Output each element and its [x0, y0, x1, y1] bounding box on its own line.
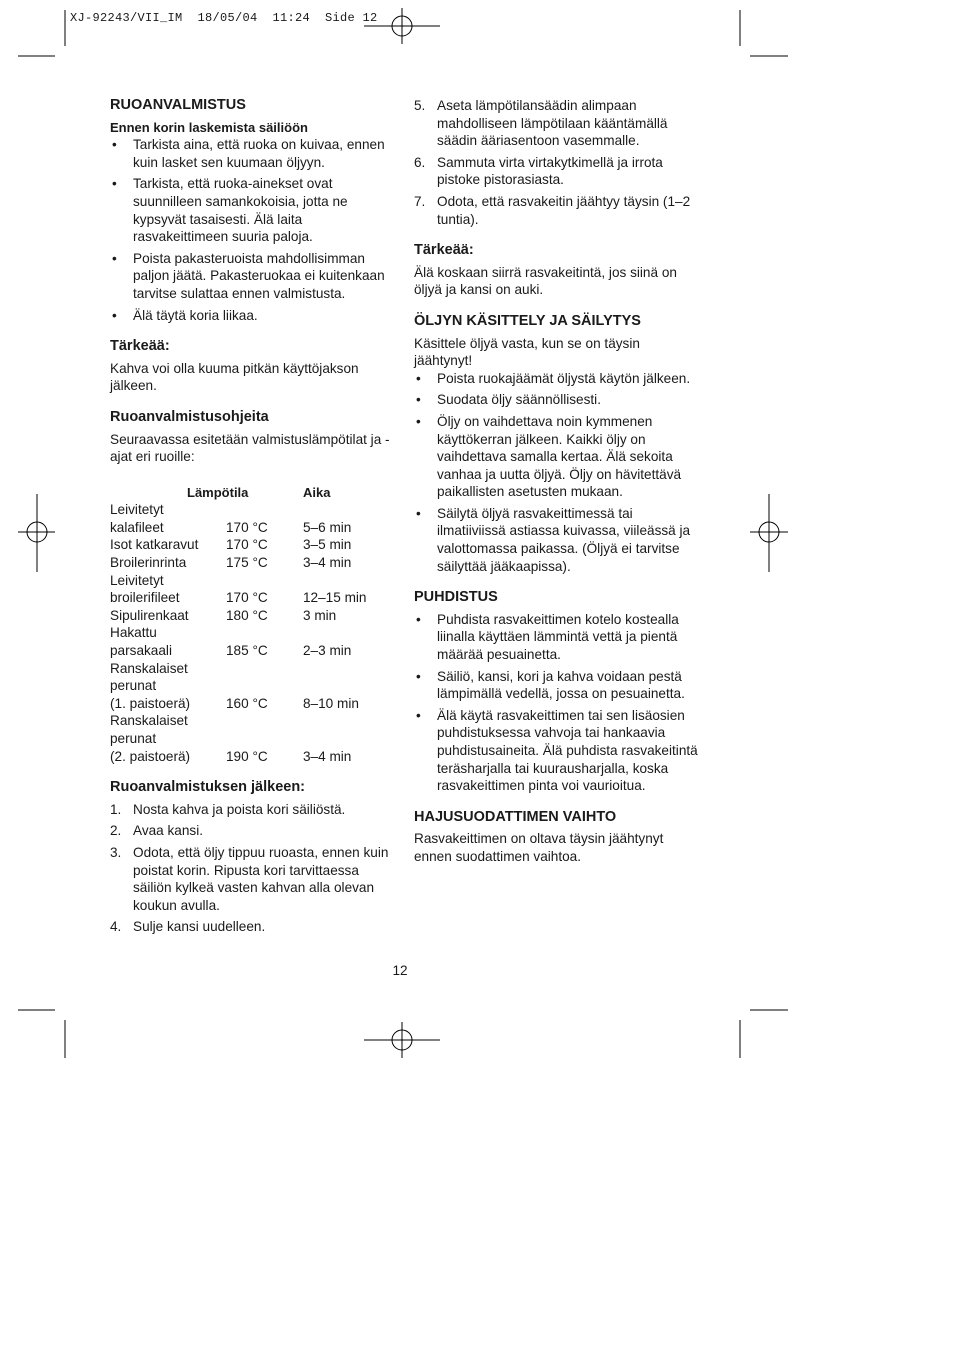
- list-item: 7. Odota, että rasvakeitin jäähtyy täysin (1–2 tuntia).: [414, 193, 691, 227]
- list-item: • Säiliö, kansi, kori ja kahva voidaan pestä lämpimällä vedellä, jossa on pesuainetta.: [416, 668, 685, 702]
- cell-time: 3–4 min: [303, 555, 352, 571]
- cell-time: [303, 712, 390, 747]
- cell-temperature: 185 °C: [226, 643, 268, 659]
- filter-text: Rasvakeittimen on oltava täysin jäähtynyt ennen suodattimen vaihtoa.: [414, 831, 664, 864]
- list-item: • Älä käytä rasvakeittimen tai sen lisäosien puhdistuksessa vahvoja tai hankaavia puhdistusaineita. Älä puhdista rasvakeitintä teräsharjalla tai kuurausharjalla, koska rasvakeittimen pinta voi vaurioitua.: [416, 707, 698, 794]
- list-item: 5. Aseta lämpötilansäädin alimpaan mahdolliseen lämpötilaan kääntämällä säädin ääriasentoon vasemmalle.: [414, 98, 668, 149]
- bullet-icon: •: [112, 176, 117, 192]
- cell-temperature: 170 °C: [226, 519, 268, 535]
- bullet-icon: •: [112, 137, 117, 153]
- cell-food: kalafileet: [110, 519, 164, 535]
- cell-temperature: [226, 712, 303, 747]
- cell-temperature: 190 °C: [226, 748, 268, 764]
- page-number: 12: [392, 963, 408, 978]
- cell-time: [303, 660, 390, 695]
- bullet-icon: •: [416, 611, 421, 627]
- cell-time: 5–6 min: [303, 519, 352, 535]
- print-slug: XJ-92243/VII_IM 18/05/04 11:24 Side 12: [70, 11, 378, 25]
- cell-food: broilerifileet: [110, 590, 180, 606]
- cell-time: [303, 501, 390, 519]
- important-text-2: Älä koskaan siirrä rasvakeitintä, jos siinä on öljyä ja kansi on auki.: [414, 264, 677, 298]
- cooking-table: [110, 484, 390, 766]
- cell-temperature: [226, 572, 303, 590]
- list-item: • Öljy on vaihdettava noin kymmenen käyttökerran jälkeen. Kaikki öljy on vaihdettava samalla kertaa. Älä sekoita vanhaa ja uutta öljyä. Öljy on hävitettävä paikallisten asetusten mukaan.: [416, 413, 682, 500]
- table-row: [110, 642, 390, 660]
- column-header-time: Aika: [303, 484, 331, 500]
- preparation-bullet-list: [110, 136, 390, 324]
- cell-time: 2–3 min: [303, 643, 352, 659]
- list-item: • Poista pakasteruoista mahdollisimman paljon jäätä. Pakasteruokaa ei kuitenkaan tarvitse sulattaa ennen valmistusta.: [112, 250, 385, 301]
- cell-time: [303, 624, 390, 642]
- bullet-icon: •: [416, 668, 421, 684]
- bullet-icon: •: [416, 413, 421, 429]
- table-row: [110, 519, 390, 537]
- after-cooking-steps: [110, 801, 390, 936]
- cell-time: 8–10 min: [303, 695, 359, 711]
- table-row: [110, 660, 390, 695]
- bullet-icon: •: [112, 307, 117, 323]
- cooling-steps: [414, 97, 698, 228]
- table-row: [110, 536, 390, 554]
- left-column: [110, 97, 390, 940]
- cell-temperature: [226, 501, 303, 519]
- oil-handling-intro: Käsittele öljyä vasta, kun se on täysin jäähtynyt!: [414, 335, 640, 369]
- cell-temperature: 175 °C: [226, 555, 268, 571]
- cell-food: (2. paistoerä): [110, 748, 191, 764]
- cell-food: Ranskalaiset perunat: [110, 713, 188, 746]
- after-cooking-heading: Ruoanvalmistuksen jälkeen:: [110, 779, 306, 796]
- list-item: • Puhdista rasvakeittimen kotelo kostealla liinalla käyttäen lämmintä vettä ja pientä määrää pesuainetta.: [416, 611, 679, 663]
- cell-food: Isot katkaravut: [110, 537, 199, 553]
- cooking-guide-heading: Ruoanvalmistusohjeita: [110, 408, 269, 425]
- list-item: 3. Odota, että öljy tippuu ruoasta, ennen kuin poistat korin. Ripusta kori tarvittaessa säiliön kylkeä vasten kahvan alla olevan koukun avulla.: [110, 844, 389, 913]
- cell-temperature: 160 °C: [226, 695, 268, 711]
- list-item: • Säilytä öljyä rasvakeittimessä tai ilmatiiviissä astiassa kuivassa, viileässä ja valottomassa paikassa. (Öljyä ei tarvitse säilyttää jääkaapissa).: [416, 505, 691, 574]
- right-column: [414, 97, 698, 866]
- cell-time: 12–15 min: [303, 590, 367, 606]
- cell-temperature: [226, 660, 303, 695]
- section-title-ruoanvalmistus: RUOANVALMISTUS: [110, 97, 246, 113]
- bullet-icon: •: [416, 707, 421, 723]
- cell-food: Hakattu: [110, 625, 157, 641]
- table-row: [110, 624, 390, 642]
- cell-time: 3 min: [303, 607, 337, 623]
- cell-temperature: 180 °C: [226, 607, 268, 623]
- table-row: [110, 572, 390, 590]
- table-row: [110, 695, 390, 713]
- cell-temperature: 170 °C: [226, 590, 268, 606]
- bullet-icon: •: [416, 392, 421, 408]
- table-row: [110, 554, 390, 572]
- table-row: [110, 501, 390, 519]
- list-item: 6. Sammuta virta virtakytkimellä ja irrota pistoke pistorasiasta.: [414, 154, 663, 188]
- important-heading: Tärkeää:: [110, 338, 170, 355]
- cell-time: 3–5 min: [303, 537, 352, 553]
- important-text: Kahva voi olla kuuma pitkän käyttöjakson jälkeen.: [110, 360, 359, 394]
- cell-food: Broilerinrinta: [110, 555, 187, 571]
- cooking-guide-intro: Seuraavassa esitetään valmistuslämpötilat ja -ajat eri ruoille:: [110, 431, 390, 465]
- oil-bullet-list: [414, 370, 698, 576]
- list-item: • Poista ruokajäämät öljystä käytön jälkeen.: [416, 370, 691, 386]
- cell-food: (1. paistoerä): [110, 695, 191, 711]
- list-item: 1. Nosta kahva ja poista kori säiliöstä.: [110, 801, 346, 817]
- cell-food: Leivitetyt: [110, 502, 164, 518]
- bullet-icon: •: [416, 370, 421, 386]
- table-row: [110, 589, 390, 607]
- cell-food: parsakaali: [110, 643, 172, 659]
- table-row: [110, 712, 390, 747]
- cleaning-heading: PUHDISTUS: [414, 589, 498, 606]
- cell-food: Ranskalaiset perunat: [110, 660, 188, 694]
- subheading-before-basket: Ennen korin laskemista säiliöön: [110, 119, 308, 135]
- cell-temperature: [226, 624, 303, 642]
- important-heading-2: Tärkeää:: [414, 242, 474, 259]
- list-item: • Tarkista aina, että ruoka on kuivaa, ennen kuin lasket sen kuumaan öljyyn.: [112, 137, 385, 170]
- list-item: • Suodata öljy säännöllisesti.: [416, 392, 601, 408]
- cell-temperature: 170 °C: [226, 537, 268, 553]
- bullet-icon: •: [416, 505, 421, 521]
- column-header-temperature: Lämpötila: [187, 484, 249, 500]
- table-header-row: [110, 484, 390, 502]
- bullet-icon: •: [112, 250, 117, 266]
- list-item: • Älä täytä koria liikaa.: [112, 307, 258, 323]
- cleaning-bullet-list: [414, 611, 698, 795]
- filter-heading: HAJUSUODATTIMEN VAIHTO: [414, 808, 617, 825]
- oil-handling-heading: ÖLJYN KÄSITTELY JA SÄILYTYS: [414, 312, 641, 329]
- cell-time: 3–4 min: [303, 748, 352, 764]
- cell-time: [303, 572, 390, 590]
- list-item: 4. Sulje kansi uudelleen.: [110, 919, 266, 935]
- cell-food: Sipulirenkaat: [110, 607, 189, 623]
- table-row: [110, 748, 390, 766]
- cell-food: Leivitetyt: [110, 572, 164, 588]
- list-item: 2. Avaa kansi.: [110, 823, 204, 839]
- table-row: [110, 607, 390, 625]
- list-item: • Tarkista, että ruoka-ainekset ovat suunnilleen samankokoisia, jotta ne kypsyvät tasaisesti. Älä laita rasvakeittimeen suuria paloja.: [112, 176, 348, 245]
